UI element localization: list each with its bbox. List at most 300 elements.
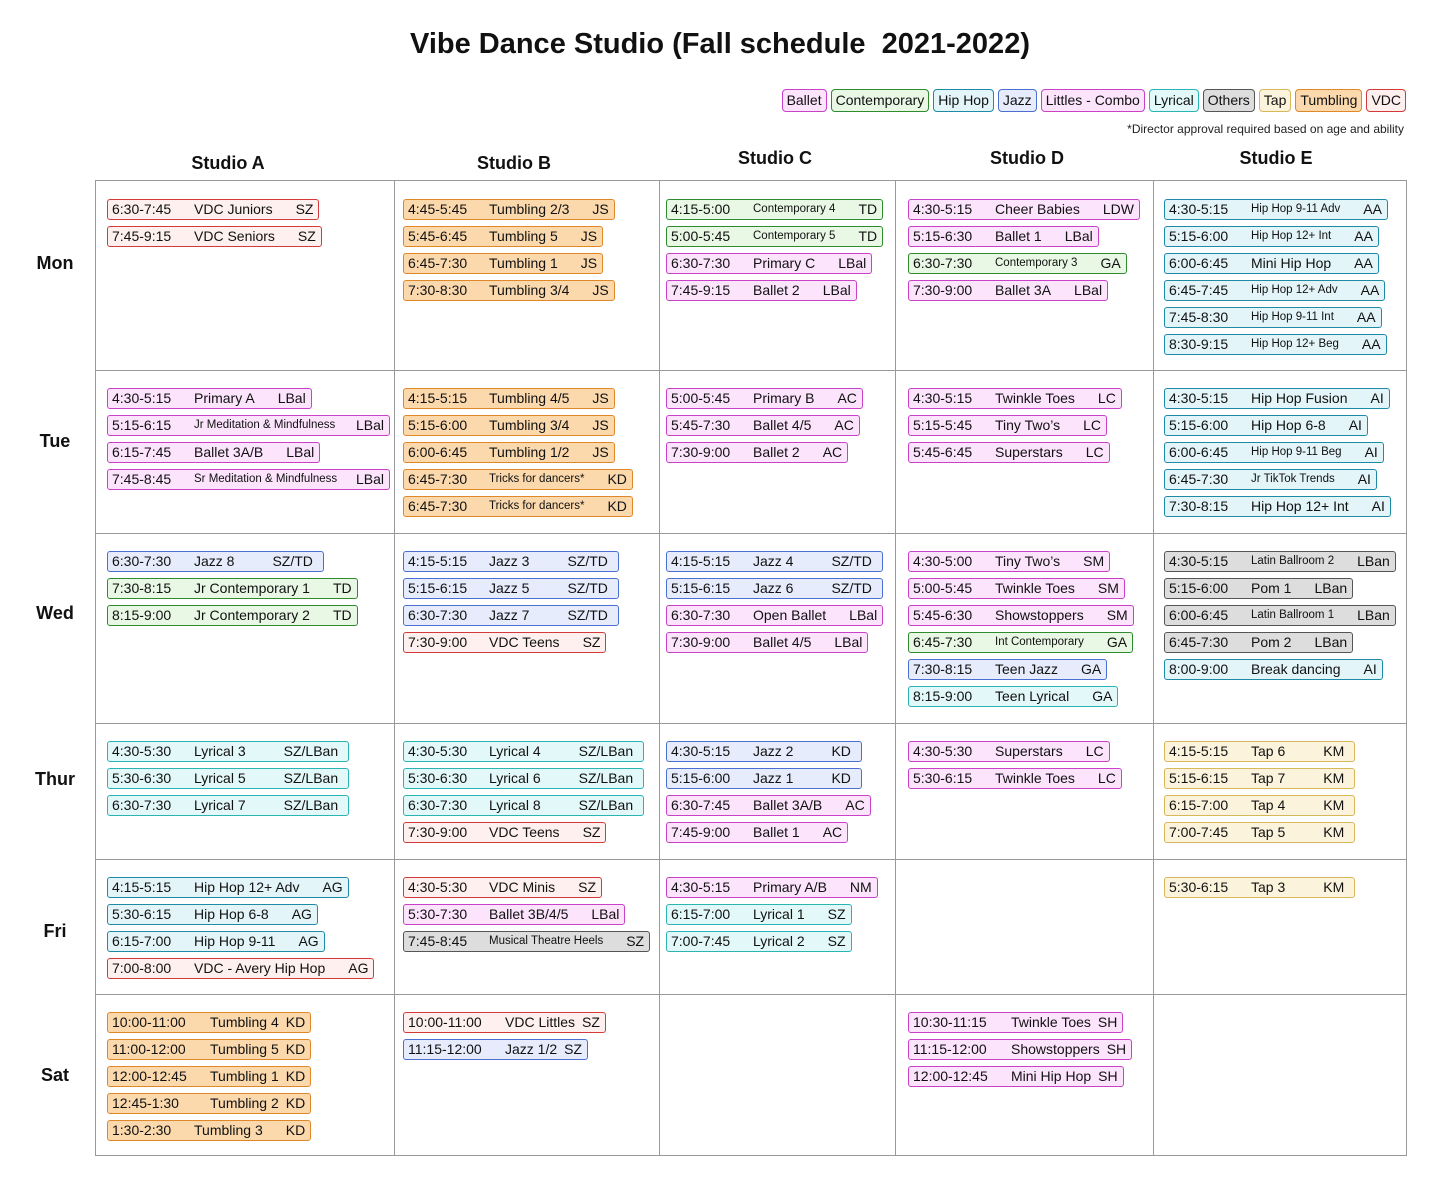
class-name: Latin Ballroom 1 bbox=[1251, 609, 1335, 621]
class-time: 6:15-7:45 bbox=[112, 444, 172, 460]
class-teacher: LBal bbox=[1074, 282, 1103, 298]
class-name: Lyrical 8 bbox=[489, 797, 541, 813]
class-teacher: AG bbox=[298, 933, 319, 949]
class-time: 7:30-9:00 bbox=[913, 282, 973, 298]
class-name: Lyrical 2 bbox=[753, 933, 805, 949]
class-block[interactable] bbox=[1164, 334, 1387, 355]
class-block[interactable] bbox=[107, 1012, 311, 1033]
class-name: Tiny Two’s bbox=[995, 553, 1061, 569]
class-block[interactable] bbox=[908, 280, 1108, 301]
class-time: 6:00-6:45 bbox=[1169, 255, 1229, 271]
class-teacher: LBan bbox=[1357, 553, 1390, 569]
class-block[interactable] bbox=[908, 741, 1110, 762]
legend-item-others: Others bbox=[1203, 89, 1255, 112]
class-time: 1:30-2:30 bbox=[112, 1122, 172, 1138]
class-teacher: LC bbox=[1085, 444, 1104, 460]
class-name: Primary B bbox=[753, 390, 815, 406]
class-teacher: SZ bbox=[582, 824, 601, 840]
class-teacher: SM bbox=[1083, 553, 1105, 569]
class-teacher: SH bbox=[1098, 1068, 1118, 1084]
class-block[interactable] bbox=[666, 877, 878, 898]
schedule-grid bbox=[95, 180, 1407, 1156]
class-time: 6:15-7:00 bbox=[671, 906, 731, 922]
class-teacher: AC bbox=[822, 444, 843, 460]
class-block[interactable] bbox=[666, 199, 883, 220]
class-time: 7:30-9:00 bbox=[408, 824, 468, 840]
class-teacher: GA bbox=[1100, 255, 1121, 271]
column-divider bbox=[895, 181, 896, 1155]
class-name: Tap 3 bbox=[1251, 879, 1286, 895]
class-teacher: SZ/LBan bbox=[283, 797, 339, 813]
class-time: 6:00-6:45 bbox=[1169, 444, 1229, 460]
class-block[interactable] bbox=[107, 415, 390, 436]
class-block[interactable] bbox=[666, 551, 883, 572]
class-name: Superstars bbox=[995, 444, 1063, 460]
class-time: 6:30-7:30 bbox=[408, 607, 468, 623]
class-teacher: TD bbox=[332, 580, 352, 596]
class-block[interactable] bbox=[1164, 496, 1391, 517]
class-block[interactable] bbox=[1164, 795, 1355, 816]
class-name: Jazz 2 bbox=[753, 743, 794, 759]
class-time: 4:30-5:15 bbox=[1169, 390, 1229, 406]
class-time: 6:30-7:45 bbox=[671, 797, 731, 813]
class-block[interactable] bbox=[666, 632, 868, 653]
class-time: 4:45-5:45 bbox=[408, 201, 468, 217]
class-time: 5:30-6:30 bbox=[408, 770, 468, 786]
class-time: 8:15-9:00 bbox=[913, 688, 973, 704]
class-block[interactable] bbox=[1164, 877, 1355, 898]
class-teacher: SZ bbox=[827, 906, 846, 922]
class-time: 12:00-12:45 bbox=[913, 1068, 988, 1084]
class-block[interactable] bbox=[403, 822, 606, 843]
class-teacher: KD bbox=[285, 1014, 306, 1030]
class-block[interactable] bbox=[1164, 199, 1388, 220]
class-teacher: JS bbox=[580, 255, 598, 271]
class-name: Tap 6 bbox=[1251, 743, 1286, 759]
class-block[interactable] bbox=[107, 605, 358, 626]
class-time: 7:30-9:00 bbox=[408, 634, 468, 650]
class-block[interactable] bbox=[666, 741, 862, 762]
class-time: 7:45-8:45 bbox=[112, 471, 172, 487]
class-block[interactable] bbox=[107, 551, 324, 572]
class-block[interactable] bbox=[107, 442, 320, 463]
class-block[interactable] bbox=[107, 741, 349, 762]
class-teacher: AC bbox=[837, 390, 857, 406]
class-name: Ballet 4/5 bbox=[753, 417, 812, 433]
class-block[interactable] bbox=[666, 415, 860, 436]
class-block[interactable] bbox=[908, 253, 1127, 274]
class-block[interactable] bbox=[107, 931, 325, 952]
class-block[interactable] bbox=[403, 226, 603, 247]
class-name: Hip Hop 12+ Int bbox=[1251, 498, 1349, 514]
class-teacher: KM bbox=[1323, 770, 1345, 786]
class-time: 5:15-6:15 bbox=[112, 417, 172, 433]
class-name: Lyrical 1 bbox=[753, 906, 805, 922]
class-time: 11:15-12:00 bbox=[408, 1041, 482, 1057]
class-name: Jr Contemporary 2 bbox=[194, 607, 310, 623]
class-teacher: GA bbox=[1106, 634, 1128, 650]
class-teacher: SZ/LBan bbox=[578, 770, 634, 786]
class-name: Tumbling 3/4 bbox=[489, 282, 570, 298]
class-name: Contemporary 5 bbox=[753, 230, 836, 242]
class-block[interactable] bbox=[403, 496, 633, 517]
class-time: 7:00-7:45 bbox=[671, 933, 731, 949]
class-block[interactable] bbox=[908, 578, 1125, 599]
class-name: Jazz 1/2 bbox=[505, 1041, 558, 1057]
class-time: 7:45-8:30 bbox=[1169, 309, 1229, 325]
approval-note: *Director approval required based on age and ability bbox=[1127, 122, 1404, 136]
class-block[interactable] bbox=[107, 1066, 311, 1087]
class-time: 6:30-7:45 bbox=[112, 201, 172, 217]
class-teacher: SM bbox=[1106, 607, 1128, 623]
class-teacher: AA bbox=[1356, 309, 1376, 325]
class-name: Tap 7 bbox=[1251, 770, 1286, 786]
class-block[interactable] bbox=[1164, 253, 1379, 274]
class-block[interactable] bbox=[1164, 632, 1353, 653]
class-block[interactable] bbox=[403, 904, 625, 925]
class-teacher: LBal bbox=[286, 444, 315, 460]
class-block[interactable] bbox=[403, 253, 603, 274]
row-divider bbox=[96, 723, 1406, 724]
class-name: Hip Hop 6-8 bbox=[1251, 417, 1326, 433]
studio-header: Studio B bbox=[477, 153, 551, 173]
class-block[interactable] bbox=[403, 632, 606, 653]
class-teacher: LBan bbox=[1314, 634, 1348, 650]
class-name: Ballet 1 bbox=[753, 824, 800, 840]
class-name: VDC Teens bbox=[489, 634, 560, 650]
class-time: 12:00-12:45 bbox=[112, 1068, 187, 1084]
class-name: Tap 5 bbox=[1251, 824, 1286, 840]
class-teacher: KM bbox=[1323, 879, 1345, 895]
class-block[interactable] bbox=[666, 388, 863, 409]
class-teacher: SZ/LBan bbox=[578, 797, 634, 813]
class-block[interactable] bbox=[107, 768, 349, 789]
class-block[interactable] bbox=[666, 904, 852, 925]
class-time: 4:30-5:15 bbox=[671, 879, 731, 895]
class-block[interactable] bbox=[107, 578, 358, 599]
class-time: 6:30-7:30 bbox=[671, 255, 731, 271]
class-block[interactable] bbox=[403, 1039, 588, 1060]
class-name: Hip Hop 9-11 Adv bbox=[1251, 203, 1341, 215]
class-time: 7:45-8:45 bbox=[408, 933, 468, 949]
class-block[interactable] bbox=[403, 388, 615, 409]
class-time: 8:00-9:00 bbox=[1169, 661, 1229, 677]
class-block[interactable] bbox=[908, 768, 1122, 789]
day-label: Wed bbox=[36, 603, 74, 623]
class-teacher: SZ/LBan bbox=[283, 770, 339, 786]
class-time: 6:30-7:30 bbox=[408, 797, 468, 813]
class-block[interactable] bbox=[666, 280, 857, 301]
class-teacher: KD bbox=[607, 471, 627, 487]
class-name: Musical Theatre Heels bbox=[489, 935, 604, 947]
class-block[interactable] bbox=[107, 1039, 311, 1060]
class-teacher: LC bbox=[1097, 390, 1116, 406]
class-teacher: KM bbox=[1323, 797, 1345, 813]
class-name: Superstars bbox=[995, 743, 1063, 759]
class-teacher: AI bbox=[1363, 661, 1377, 677]
day-label: Tue bbox=[39, 431, 71, 451]
class-time: 7:30-8:30 bbox=[408, 282, 468, 298]
class-time: 5:45-7:30 bbox=[671, 417, 731, 433]
class-block[interactable] bbox=[908, 1066, 1124, 1087]
legend-item-hiphop: Hip Hop bbox=[933, 89, 994, 112]
class-name: VDC Minis bbox=[489, 879, 556, 895]
class-teacher: LC bbox=[1085, 743, 1104, 759]
class-block[interactable] bbox=[908, 415, 1107, 436]
class-name: Contemporary 4 bbox=[753, 203, 836, 215]
class-name: Mini Hip Hop bbox=[1011, 1068, 1092, 1084]
class-time: 4:30-5:00 bbox=[913, 553, 973, 569]
class-block[interactable] bbox=[908, 1039, 1132, 1060]
class-name: Showstoppers bbox=[1011, 1041, 1100, 1057]
class-time: 5:30-6:30 bbox=[112, 770, 172, 786]
class-block[interactable] bbox=[403, 199, 615, 220]
class-teacher: LDW bbox=[1102, 201, 1134, 217]
class-teacher: AA bbox=[1363, 201, 1382, 217]
class-block[interactable] bbox=[403, 578, 619, 599]
studio-header: Studio C bbox=[738, 148, 812, 168]
page-title: Vibe Dance Studio (Fall schedule 2021-2022) bbox=[410, 28, 1030, 60]
class-name: Tumbling 4 bbox=[210, 1014, 279, 1030]
class-time: 12:45-1:30 bbox=[112, 1095, 179, 1111]
class-block[interactable] bbox=[908, 632, 1133, 653]
class-block[interactable] bbox=[666, 442, 848, 463]
class-block[interactable] bbox=[107, 795, 349, 816]
class-block[interactable] bbox=[403, 442, 615, 463]
class-teacher: AI bbox=[1357, 471, 1371, 487]
class-name: Tap 4 bbox=[1251, 797, 1286, 813]
class-block[interactable] bbox=[107, 1120, 311, 1141]
class-teacher: SZ/LBan bbox=[283, 743, 339, 759]
class-block[interactable] bbox=[403, 877, 602, 898]
class-time: 6:30-7:30 bbox=[112, 797, 172, 813]
class-teacher: SZ bbox=[582, 634, 601, 650]
day-label: Fri bbox=[43, 921, 67, 941]
class-time: 4:30-5:15 bbox=[671, 743, 731, 759]
class-name: Open Ballet bbox=[753, 607, 827, 623]
class-time: 6:45-7:30 bbox=[408, 471, 468, 487]
class-block[interactable] bbox=[908, 659, 1107, 680]
class-time: 7:30-9:00 bbox=[671, 444, 731, 460]
class-block[interactable] bbox=[107, 199, 319, 220]
class-block[interactable] bbox=[1164, 280, 1385, 301]
class-teacher: KM bbox=[1323, 743, 1345, 759]
class-block[interactable] bbox=[403, 605, 619, 626]
class-teacher: SZ/TD bbox=[831, 580, 872, 596]
class-block[interactable] bbox=[1164, 605, 1396, 626]
class-time: 4:30-5:30 bbox=[112, 743, 172, 759]
class-name: Hip Hop Fusion bbox=[1251, 390, 1348, 406]
class-block[interactable] bbox=[107, 226, 322, 247]
legend-item-contemporary: Contemporary bbox=[831, 89, 930, 112]
day-label: Mon bbox=[36, 253, 74, 273]
class-time: 4:30-5:15 bbox=[913, 390, 973, 406]
class-name: Tumbling 1 bbox=[210, 1068, 279, 1084]
class-block[interactable] bbox=[107, 469, 390, 490]
class-block[interactable] bbox=[403, 741, 644, 762]
class-name: Ballet 3B/4/5 bbox=[489, 906, 569, 922]
class-time: 4:15-5:15 bbox=[408, 390, 468, 406]
legend-item-tumbling: Tumbling bbox=[1295, 89, 1362, 112]
class-time: 5:15-6:00 bbox=[671, 770, 731, 786]
class-block[interactable] bbox=[666, 605, 883, 626]
class-block[interactable] bbox=[403, 415, 615, 436]
row-divider bbox=[96, 533, 1406, 534]
class-block[interactable] bbox=[403, 469, 633, 490]
day-label: Thur bbox=[35, 769, 75, 789]
class-block[interactable] bbox=[908, 226, 1099, 247]
class-block[interactable] bbox=[107, 1093, 311, 1114]
class-name: Jr TikTok Trends bbox=[1251, 473, 1335, 485]
class-name: Twinkle Toes bbox=[995, 770, 1075, 786]
class-name: Ballet 1 bbox=[995, 228, 1042, 244]
class-teacher: AI bbox=[1371, 498, 1385, 514]
class-teacher: LBan bbox=[1357, 607, 1390, 623]
class-name: Hip Hop 9-11 Int bbox=[1251, 311, 1334, 323]
class-block[interactable] bbox=[666, 822, 848, 843]
column-divider bbox=[394, 181, 395, 1155]
class-time: 7:30-8:15 bbox=[112, 580, 172, 596]
class-teacher: SZ/TD bbox=[272, 553, 313, 569]
class-name: Sr Meditation & Mindfulness bbox=[194, 473, 338, 485]
class-teacher: SH bbox=[1106, 1041, 1127, 1057]
class-time: 5:00-5:45 bbox=[671, 228, 731, 244]
class-time: 6:45-7:30 bbox=[1169, 471, 1229, 487]
class-teacher: SZ bbox=[827, 933, 846, 949]
class-time: 5:30-6:15 bbox=[913, 770, 973, 786]
class-block[interactable] bbox=[1164, 741, 1355, 762]
class-block[interactable] bbox=[1164, 415, 1368, 436]
class-teacher: KD bbox=[607, 498, 627, 514]
class-name: Tumbling 4/5 bbox=[489, 390, 570, 406]
class-teacher: AG bbox=[348, 960, 369, 976]
class-block[interactable] bbox=[403, 1012, 606, 1033]
class-name: VDC Seniors bbox=[194, 228, 275, 244]
class-block[interactable] bbox=[107, 904, 318, 925]
class-teacher: AA bbox=[1360, 282, 1380, 298]
class-block[interactable] bbox=[403, 551, 619, 572]
class-time: 4:30-5:30 bbox=[408, 879, 468, 895]
class-name: Jazz 6 bbox=[753, 580, 794, 596]
class-block[interactable] bbox=[908, 1012, 1123, 1033]
class-time: 5:15-6:15 bbox=[408, 580, 468, 596]
class-block[interactable] bbox=[1164, 822, 1355, 843]
class-block[interactable] bbox=[107, 877, 349, 898]
class-block[interactable] bbox=[908, 388, 1122, 409]
class-name: Hip Hop 12+ Adv bbox=[1251, 284, 1338, 296]
class-block[interactable] bbox=[666, 578, 883, 599]
class-block[interactable] bbox=[107, 388, 312, 409]
class-teacher: SZ/LBan bbox=[578, 743, 634, 759]
class-block[interactable] bbox=[403, 768, 644, 789]
class-time: 5:15-6:15 bbox=[1169, 770, 1229, 786]
class-name: Jazz 8 bbox=[194, 553, 235, 569]
class-name: VDC - Avery Hip Hop bbox=[194, 960, 326, 976]
class-teacher: LBal bbox=[1064, 228, 1093, 244]
class-teacher: LBal bbox=[591, 906, 620, 922]
class-time: 10:00-11:00 bbox=[112, 1014, 186, 1030]
class-name: VDC Juniors bbox=[194, 201, 273, 217]
class-time: 5:30-7:30 bbox=[408, 906, 468, 922]
class-block[interactable] bbox=[1164, 551, 1396, 572]
class-time: 4:30-5:15 bbox=[1169, 201, 1229, 217]
class-time: 7:45-9:00 bbox=[671, 824, 731, 840]
class-teacher: TD bbox=[858, 201, 878, 217]
class-teacher: AI bbox=[1370, 390, 1384, 406]
class-block[interactable] bbox=[403, 795, 644, 816]
class-time: 5:45-6:45 bbox=[913, 444, 973, 460]
class-name: Hip Hop 12+ Int bbox=[1251, 230, 1332, 242]
class-block[interactable] bbox=[666, 768, 862, 789]
class-name: Hip Hop 12+ Beg bbox=[1251, 338, 1339, 350]
class-block[interactable] bbox=[1164, 442, 1384, 463]
class-name: Pom 1 bbox=[1251, 580, 1292, 596]
class-block[interactable] bbox=[1164, 307, 1382, 328]
class-block[interactable] bbox=[107, 958, 374, 979]
class-block[interactable] bbox=[908, 199, 1140, 220]
day-label: Sat bbox=[40, 1065, 69, 1085]
class-time: 4:30-5:15 bbox=[913, 201, 973, 217]
class-teacher: AG bbox=[322, 879, 343, 895]
class-block[interactable] bbox=[1164, 469, 1377, 490]
class-teacher: SZ bbox=[578, 879, 597, 895]
class-block[interactable] bbox=[1164, 768, 1355, 789]
class-teacher: JS bbox=[592, 417, 609, 433]
class-block[interactable] bbox=[403, 931, 650, 952]
class-time: 5:15-6:15 bbox=[671, 580, 731, 596]
class-block[interactable] bbox=[666, 253, 872, 274]
class-time: 6:15-7:00 bbox=[112, 933, 172, 949]
class-block[interactable] bbox=[908, 686, 1118, 707]
class-teacher: LC bbox=[1083, 417, 1102, 433]
legend-item-tap: Tap bbox=[1259, 89, 1292, 112]
class-block[interactable] bbox=[908, 551, 1110, 572]
class-time: 11:00-12:00 bbox=[112, 1041, 186, 1057]
class-name: Lyrical 3 bbox=[194, 743, 246, 759]
class-block[interactable] bbox=[666, 931, 852, 952]
class-block[interactable] bbox=[908, 442, 1110, 463]
class-time: 7:45-9:15 bbox=[671, 282, 731, 298]
class-teacher: KD bbox=[285, 1068, 306, 1084]
class-block[interactable] bbox=[908, 605, 1134, 626]
class-block[interactable] bbox=[666, 795, 871, 816]
class-block[interactable] bbox=[1164, 226, 1379, 247]
class-block[interactable] bbox=[1164, 388, 1390, 409]
class-teacher: NM bbox=[849, 879, 872, 895]
class-teacher: SZ/TD bbox=[567, 553, 608, 569]
studio-header: Studio D bbox=[990, 148, 1064, 168]
class-time: 5:30-6:15 bbox=[112, 906, 172, 922]
class-name: Mini Hip Hop bbox=[1251, 255, 1332, 271]
class-teacher: JS bbox=[592, 444, 609, 460]
class-time: 6:45-7:30 bbox=[1169, 634, 1229, 650]
class-time: 4:15-5:15 bbox=[408, 553, 468, 569]
row-divider bbox=[96, 859, 1406, 860]
class-time: 5:45-6:45 bbox=[408, 228, 468, 244]
class-block[interactable] bbox=[1164, 659, 1383, 680]
class-block[interactable] bbox=[1164, 578, 1353, 599]
class-block[interactable] bbox=[403, 280, 615, 301]
class-name: VDC Teens bbox=[489, 824, 560, 840]
legend-item-ballet: Ballet bbox=[782, 89, 827, 112]
class-time: 5:15-5:45 bbox=[913, 417, 973, 433]
legend-item-littles: Littles - Combo bbox=[1041, 89, 1145, 112]
class-block[interactable] bbox=[666, 226, 883, 247]
class-name: Latin Ballroom 2 bbox=[1251, 555, 1335, 567]
class-teacher: GA bbox=[1081, 661, 1102, 677]
class-teacher: AA bbox=[1361, 336, 1381, 352]
studio-header: Studio E bbox=[1239, 148, 1313, 168]
